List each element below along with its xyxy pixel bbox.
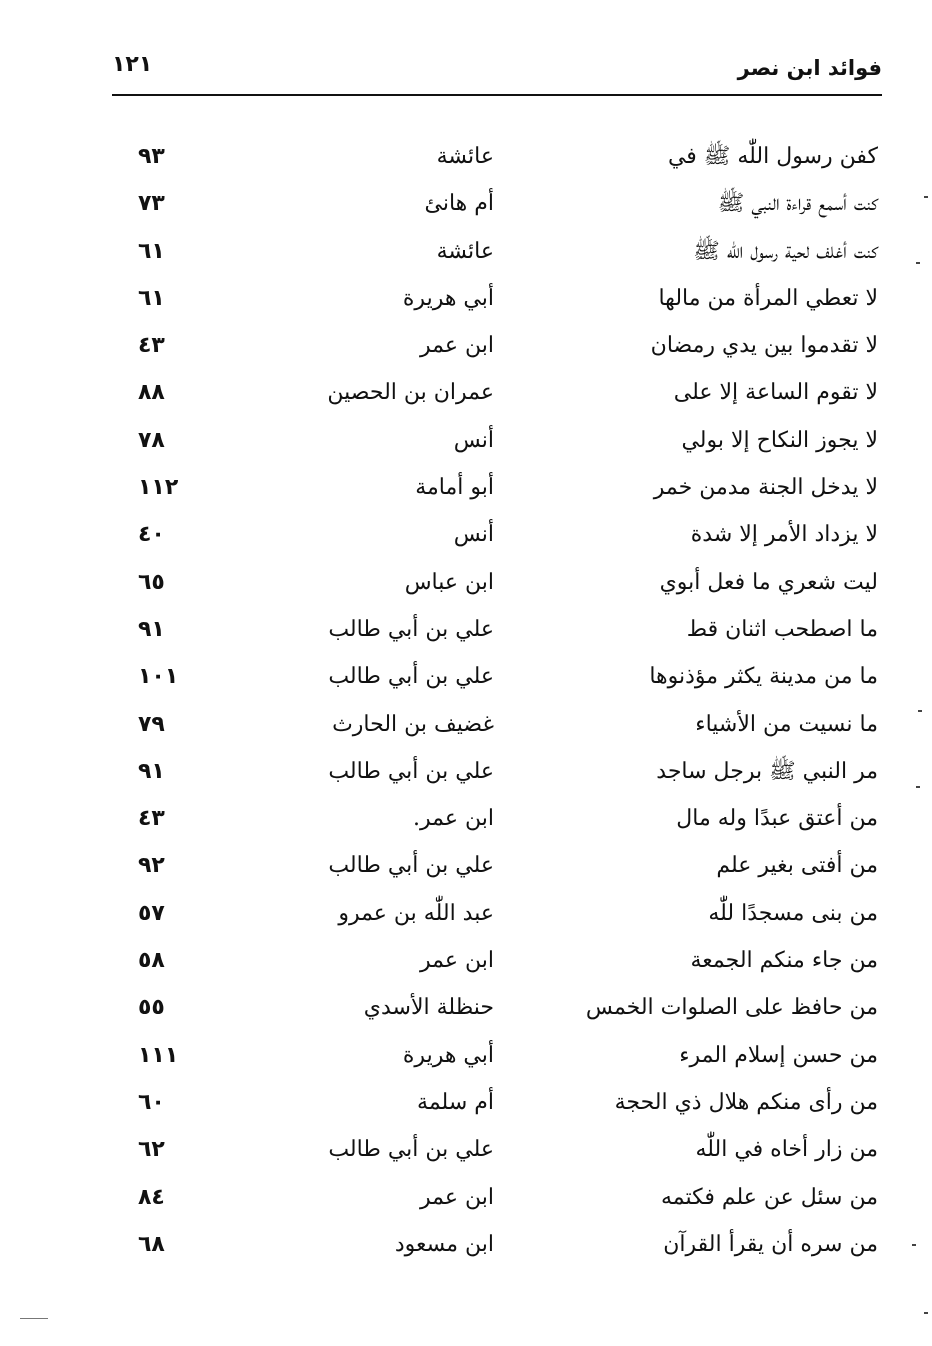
hadith-opening: كنت أغلف لحية رسول اللّٰه ﷺ	[693, 238, 878, 264]
entry-page-number: ٧٣	[138, 191, 165, 217]
hadith-opening: ما نسيت من الأشياء	[695, 711, 878, 737]
entry-page-number: ٥٧	[138, 900, 165, 926]
index-entry	[112, 231, 882, 278]
scan-speck	[924, 1312, 928, 1314]
entry-page-number: ٤٣	[138, 333, 165, 359]
index-entry	[112, 751, 882, 798]
hadith-opening: ما اصطحب اثنان قط	[686, 616, 878, 642]
index-entry	[112, 420, 882, 467]
entry-page-number: ٩٣	[138, 144, 165, 169]
narrator: ابن مسعود	[394, 1231, 494, 1257]
narrator: علي بن أبي طالب	[328, 1137, 494, 1163]
entry-page-number: ٧٩	[138, 711, 165, 737]
entry-page-number: ٦٢	[138, 1137, 165, 1163]
narrator: عائشة	[436, 144, 494, 169]
narrator: أبي هريرة	[402, 1042, 494, 1068]
narrator: عائشة	[436, 238, 494, 264]
narrator: ابن عمر	[420, 1184, 494, 1210]
hadith-opening: لا تقوم الساعة إلا على	[673, 380, 878, 406]
narrator: علي بن أبي طالب	[328, 664, 494, 690]
hadith-opening: لا يدخل الجنة مدمن خمر	[653, 475, 878, 501]
entry-page-number: ٥٨	[138, 948, 165, 974]
narrator: أبو أمامة	[415, 475, 494, 501]
entry-page-number: ٨٤	[138, 1184, 165, 1210]
narrator: حنظلة الأسدي	[363, 995, 494, 1021]
scan-speck	[924, 196, 928, 198]
page-header	[112, 48, 882, 94]
narrator: ابن عباس	[404, 569, 494, 595]
scan-speck	[916, 786, 920, 788]
entry-page-number: ٤٠	[138, 522, 165, 548]
index-entry	[112, 1129, 882, 1176]
index-entry	[112, 845, 882, 892]
index-entry	[112, 278, 882, 325]
scan-stroke	[20, 1318, 48, 1319]
entry-page-number: ١١٢	[138, 475, 179, 501]
scan-speck	[916, 262, 920, 264]
hadith-opening: من سئل عن علم فكتمه	[661, 1184, 878, 1210]
entry-page-number: ١١١	[138, 1042, 179, 1068]
entry-page-number: ٩١	[138, 616, 165, 642]
entry-page-number: ٩٢	[138, 853, 165, 879]
index-entry	[112, 656, 882, 703]
narrator: غضيف بن الحارث	[332, 711, 494, 737]
hadith-opening: من زار أخاه في اللّٰه	[695, 1137, 878, 1163]
narrator: عمران بن الحصين	[327, 380, 494, 406]
narrator: أبي هريرة	[402, 285, 494, 311]
narrator: علي بن أبي طالب	[328, 758, 494, 784]
index-entry	[112, 325, 882, 372]
hadith-opening: من أعتق عبدًا وله مال	[676, 806, 878, 832]
entry-page-number: ٥٥	[138, 995, 165, 1021]
hadith-opening: كفن رسول اللّٰه ﷺ في	[667, 144, 878, 169]
scan-speck	[918, 710, 922, 712]
index-entry	[112, 372, 882, 419]
hadith-opening: من بنى مسجدًا للّٰه	[708, 900, 878, 926]
hadith-opening: لا تعطي المرأة من مالها	[658, 285, 878, 311]
entry-page-number: ٦١	[138, 285, 165, 311]
hadith-opening: من حافظ على الصلوات الخمس	[585, 995, 878, 1021]
page-number: ١٢١	[112, 52, 153, 77]
hadith-opening: من جاء منكم الجمعة	[690, 948, 878, 974]
entry-page-number: ٤٣	[138, 806, 165, 832]
index-entry	[112, 1177, 882, 1224]
entry-page-number: ٦١	[138, 238, 165, 264]
narrator: ابن عمر.	[413, 806, 494, 832]
entry-page-number: ٦٥	[138, 569, 165, 595]
index-entry	[112, 136, 882, 183]
header-divider	[112, 94, 882, 96]
index-entry	[112, 1082, 882, 1129]
hadith-opening: مر النبي ﷺ برجل ساجد	[656, 758, 878, 784]
narrator: علي بن أبي طالب	[328, 616, 494, 642]
index-entry	[112, 798, 882, 845]
hadith-opening: من سره أن يقرأ القرآن	[663, 1231, 878, 1257]
index-entry	[112, 704, 882, 751]
narrator: ابن عمر	[420, 333, 494, 359]
hadith-opening: لا يزداد الأمر إلا شدة	[690, 522, 878, 548]
entry-page-number: ١٠١	[138, 664, 179, 690]
narrator: أنس	[453, 522, 494, 548]
narrator: أم هانئ	[424, 191, 494, 217]
narrator: أنس	[453, 427, 494, 453]
narrator: أم سلمة	[417, 1089, 494, 1115]
index-entry	[112, 987, 882, 1034]
narrator: علي بن أبي طالب	[328, 853, 494, 879]
index-entry	[112, 183, 882, 230]
narrator: عبد اللّٰه بن عمرو	[338, 900, 494, 926]
hadith-opening: ما من مدينة يكثر مؤذنوها	[649, 664, 878, 690]
hadith-opening: من حسن إسلام المرء	[679, 1042, 878, 1068]
entry-page-number: ٨٨	[138, 380, 165, 406]
entry-page-number: ٩١	[138, 758, 165, 784]
entry-page-number: ٦٠	[138, 1089, 165, 1115]
index-entry	[112, 1035, 882, 1082]
hadith-opening: ليت شعري ما فعل أبوي	[659, 569, 878, 595]
hadith-opening: لا يجوز النكاح إلا بولي	[681, 427, 878, 453]
entry-page-number: ٦٨	[138, 1231, 165, 1257]
index-entry	[112, 940, 882, 987]
book-title: فوائد ابن نصر	[737, 56, 882, 80]
entry-page-number: ٧٨	[138, 427, 165, 453]
hadith-opening: من أفتى بغير علم	[716, 853, 878, 879]
hadith-index-list	[112, 136, 882, 1271]
index-entry	[112, 467, 882, 514]
hadith-opening: من رأى منكم هلال ذي الحجة	[614, 1089, 878, 1115]
scan-speck	[912, 1244, 916, 1246]
hadith-opening: لا تقدموا بين يدي رمضان	[650, 333, 878, 359]
hadith-opening: كنت أسمع قراءة النبي ﷺ	[717, 191, 878, 217]
index-entry	[112, 562, 882, 609]
narrator: ابن عمر	[420, 948, 494, 974]
index-entry	[112, 609, 882, 656]
index-entry	[112, 514, 882, 561]
index-entry	[112, 893, 882, 940]
index-entry	[112, 1224, 882, 1271]
